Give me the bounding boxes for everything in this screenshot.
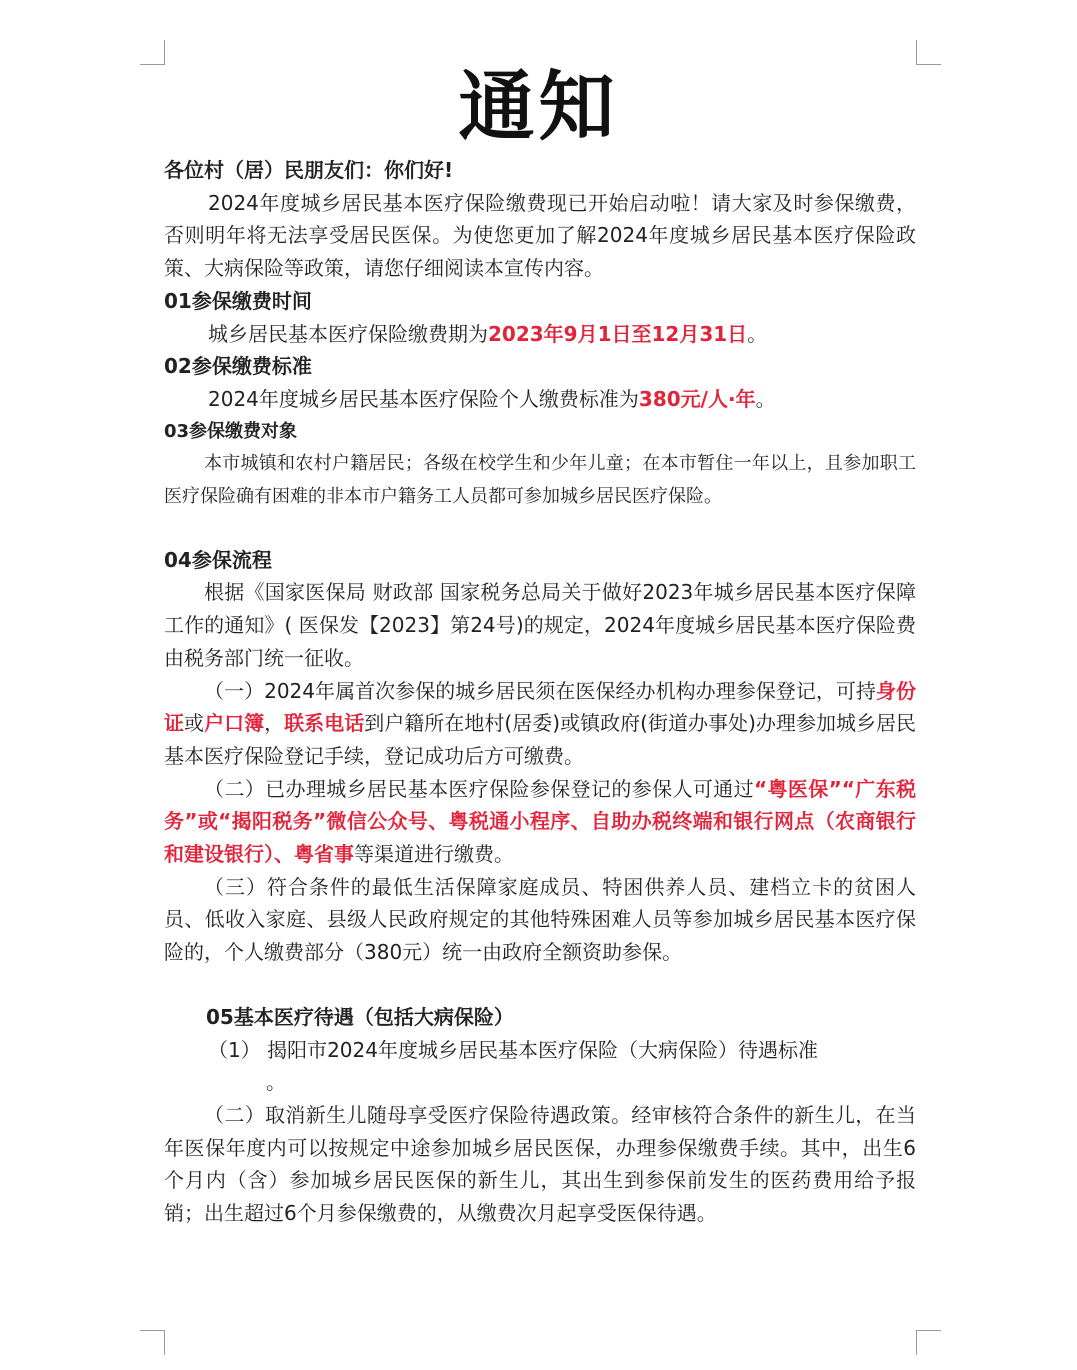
section-4-para-1: 根据《国家医保局 财政部 国家税务总局关于做好2023年城乡居民基本医疗保障工作的通知》( 医保发【2023】第24号)的规定，2024年度城乡居民基本医疗保险费由税务部门统一征收。 xyxy=(164,580,916,670)
item-1-text-a: （一）2024年属首次参保的城乡居民须在医保经办机构办理参保登记，可持 xyxy=(204,678,876,703)
fee-standard-highlight: 380元/人·年 xyxy=(638,386,756,411)
section-2-text-after: 。 xyxy=(755,386,776,411)
section-1-text-after: 。 xyxy=(747,321,768,346)
section-2-text-before: 2024年度城乡居民基本医疗保险个人缴费标准为 xyxy=(208,386,639,411)
section-2-text xyxy=(164,383,916,416)
section-5-item-1: （1） 揭阳市2024年度城乡居民基本医疗保险（大病保险）待遇标准 xyxy=(208,1037,818,1062)
item-1-text-c: ， xyxy=(264,711,285,736)
payment-period-highlight: 2023年9月1日至12月31日 xyxy=(488,321,748,346)
item-2-text-a: （二）已办理城乡居民基本医疗保险参保登记的参保人可通过 xyxy=(204,776,754,801)
item-2-text-b: 等渠道进行缴费。 xyxy=(354,842,514,867)
notice-title: 通知 xyxy=(458,62,619,151)
section-4-item-2 xyxy=(164,773,916,871)
intro-paragraph: 2024年度城乡居民基本医疗保险缴费现已开始启动啦！请大家及时参保缴费，否则明年将无法享受居民医保。为使您更加了解2024年度城乡居民基本医疗保险政策、大病保险等政策，请您仔细阅读本宣传内容。 xyxy=(164,190,916,281)
item-1-text-d: 到户籍所在地村(居委)或镇政府(街道办事处)办理参加城乡居民基本医疗保险登记手续，登记成功后方可缴费。 xyxy=(164,711,917,768)
section-4-item-1 xyxy=(164,675,916,773)
section-4-heading: 04参保流程 xyxy=(164,547,272,572)
section-5-heading: 05基本医疗待遇（包括大病保险） xyxy=(206,1004,514,1029)
notice-body xyxy=(164,154,916,1230)
section-5-item-1-end: 。 xyxy=(266,1070,286,1095)
section-3-text: 本市城镇和农村户籍居民；各级在校学生和少年儿童；在本市暂住一年以上，且参加职工医疗保险确有困难的非本市户籍务工人员都可参加城乡居民医疗保险。 xyxy=(164,453,916,508)
payment-channels-highlight: “粤医保”“广东税务”或“揭阳税务”微信公众号、粤税通小程序、自助办税终端和银行网点（农商银行和建设银行）、粤省事 xyxy=(164,776,917,867)
item-1-text-b: 或 xyxy=(184,711,205,736)
section-3-heading: 03参保缴费对象 xyxy=(164,420,298,442)
section-1-text-before: 城乡居民基本医疗保险缴费期为 xyxy=(208,321,488,346)
section-2-heading: 02参保缴费标准 xyxy=(164,354,312,379)
crop-mark-bottom-right xyxy=(916,1330,941,1355)
household-register-highlight: 户口簿 xyxy=(204,711,265,736)
section-5-item-2: （二）取消新生儿随母享受医疗保险待遇政策。经审核符合条件的新生儿，在当年医保年度内可以按规定中途参加城乡居民医保，办理参保缴费手续。其中，出生6个月内（含）参加城乡居民医保的新生儿，其出生到参保前发生的医药费用给予报销；出生超过6个月参保缴费的，从缴费次月起享受医保待遇。 xyxy=(164,1102,916,1226)
section-1-heading: 01参保缴费时间 xyxy=(164,288,312,313)
spacer xyxy=(164,969,916,1001)
id-card-highlight: 身份证 xyxy=(164,678,917,736)
crop-mark-bottom-left xyxy=(140,1330,165,1355)
phone-highlight: 联系电话 xyxy=(284,711,365,736)
section-1-text xyxy=(164,318,916,351)
spacer xyxy=(164,514,916,544)
section-4-item-3: （三）符合条件的最低生活保障家庭成员、特困供养人员、建档立卡的贫困人员、低收入家庭、县级人民政府规定的其他特殊困难人员等参加城乡居民基本医疗保险的，个人缴费部分（380元）统一由政府全额资助参保。 xyxy=(164,874,916,965)
greeting: 各位村（居）民朋友们：你们好! xyxy=(164,158,454,182)
